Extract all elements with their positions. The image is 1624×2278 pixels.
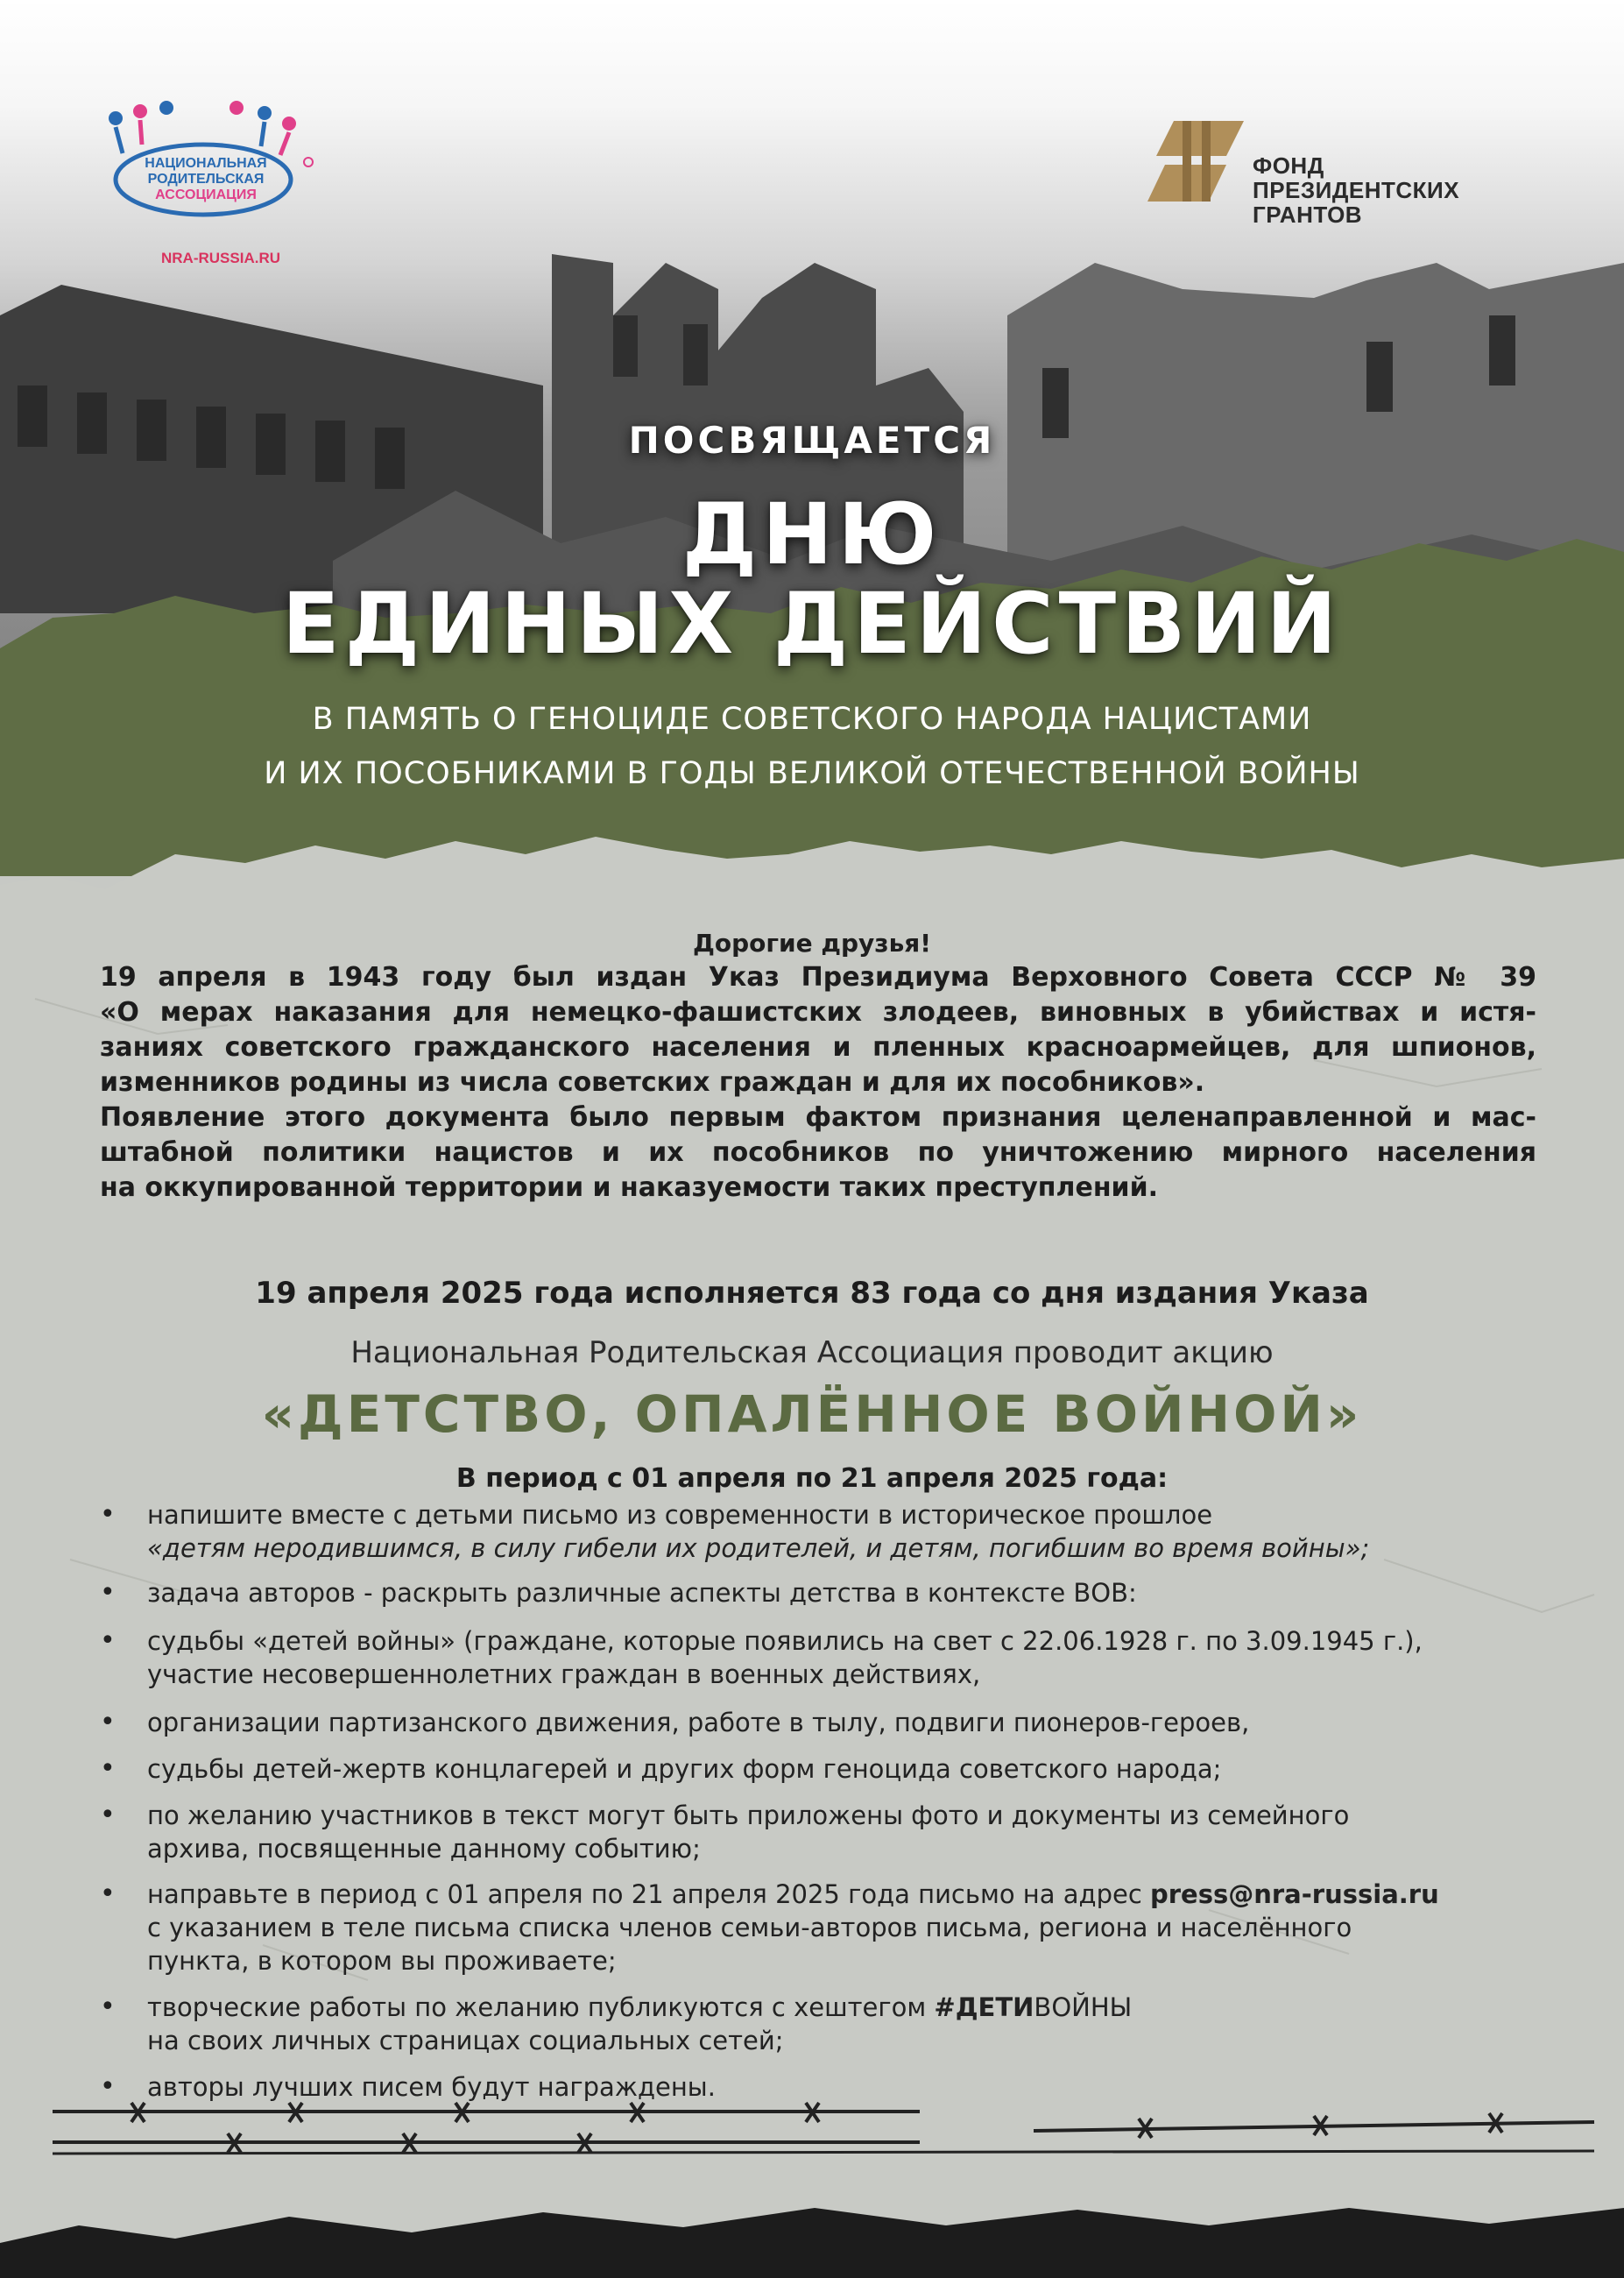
paragraph-line: 19 апреля в 1943 году был издан Указ Президиума Верховного Совета СССР № 39 <box>100 962 1536 993</box>
nra-logo-line1: НАЦИОНАЛЬНАЯ <box>145 156 267 171</box>
nra-logo <box>105 101 350 276</box>
bullet-item-italic <box>147 1532 1369 1565</box>
paragraph-line: изменников родины из числа советских граждан и для их пособников». <box>100 1067 1205 1098</box>
main-title-line1: ДНЮ <box>681 485 943 584</box>
bullet-text-pre: творческие работы по желанию публикуются с хештегом <box>147 1992 935 2022</box>
bullet-item-text: архива, посвященные данному событию; <box>147 1834 701 1864</box>
anniversary-heading: 19 апреля 2025 года исполняется 83 года со дня издания Указа <box>255 1276 1369 1311</box>
fpg-line2: ПРЕЗИДЕНТСКИХ <box>1253 177 1460 203</box>
bullet-dot: • <box>100 1707 116 1737</box>
greeting: Дорогие друзья! <box>692 929 932 958</box>
fpg-emblem-icon <box>1147 121 1244 209</box>
paragraph-line: штабной политики нацистов и их пособников по уничтожению мирного населения <box>100 1137 1536 1168</box>
bullet-item-text: с указанием в теле письма списка членов семьи-авторов письма, региона и населённого <box>147 1913 1352 1942</box>
bullet-italic-text: «детям неродившимся, в силу гибели их родителей, и детям, погибшим во время войны»; <box>147 1533 1370 1563</box>
subtitle-line1: В ПАМЯТЬ О ГЕНОЦИДЕ СОВЕТСКОГО НАРОДА НАЦИСТАМИ <box>312 702 1312 737</box>
bullet-dot: • <box>100 1753 116 1784</box>
bullet-item-text: судьбы «детей войны» (граждане, которые появились на свет с 22.06.1928 г. по 3.09.1945 г.), <box>147 1626 1423 1656</box>
campaign-title: «ДЕТСТВО, ОПАЛЁННОЕ ВОЙНОЙ» <box>261 1384 1363 1444</box>
bullet-item-text: задача авторов - раскрыть различные аспекты детства в контексте ВОВ: <box>147 1578 1137 1608</box>
bullet-item-text: пункта, в котором вы проживаете; <box>147 1946 617 1976</box>
paragraph-line: «О мерах наказания для немецко-фашистских злодеев, виновных в убийствах и истя- <box>100 997 1536 1028</box>
bullet-item-text: участие несовершеннолетних граждан в военных действиях, <box>147 1659 981 1689</box>
bullet-dot: • <box>100 1499 116 1530</box>
subtitle-line2: И ИХ ПОСОБНИКАМИ В ГОДЫ ВЕЛИКОЙ ОТЕЧЕСТВЕННОЙ ВОЙНЫ <box>264 756 1360 791</box>
hashtag-rest: ВОЙНЫ <box>1034 1992 1133 2022</box>
fpg-line1: ФОНД <box>1253 152 1324 179</box>
bullet-item-text: по желанию участников в текст могут быть приложены фото и документы из семейного <box>147 1800 1350 1830</box>
paragraph-line: Появление этого документа было первым фактом признания целенаправленной и мас- <box>100 1102 1536 1133</box>
bullet-item-text <box>147 1991 1132 2024</box>
email-link[interactable]: press@nra-russia.ru <box>1149 1879 1439 1909</box>
bullet-dot: • <box>100 1800 116 1830</box>
nra-logo-line2: РОДИТЕЛЬСКАЯ <box>147 172 265 187</box>
paragraph-line: на оккупированной территории и наказуемости таких преступлений. <box>100 1172 1158 1203</box>
bullet-dot: • <box>100 2071 116 2102</box>
hashtag-bold: #ДЕТИ <box>934 1992 1034 2022</box>
bullet-item-text: авторы лучших писем будут награждены. <box>147 2072 716 2102</box>
main-title-line2: ЕДИНЫХ ДЕЙСТВИЙ <box>282 575 1342 673</box>
nra-action-text: Национальная Родительская Ассоциация проводит акцию <box>350 1335 1274 1370</box>
bullet-item-text <box>147 1878 1439 1911</box>
fpg-line3: ГРАНТОВ <box>1253 202 1363 228</box>
bullet-dot: • <box>100 1577 116 1608</box>
bullet-dot: • <box>100 1991 116 2022</box>
bullet-item-text: судьбы детей-жертв концлагерей и других форм геноцида советского народа; <box>147 1754 1222 1784</box>
nra-website: NRA-RUSSIA.RU <box>161 250 280 266</box>
bullet-item-text: напишите вместе с детьми письмо из современности в историческое прошлое <box>147 1500 1213 1530</box>
nra-logo-line3: АССОЦИАЦИЯ <box>155 187 257 202</box>
bullet-dot: • <box>100 1878 116 1909</box>
fpg-logo <box>1147 114 1515 237</box>
dedication-heading: ПОСВЯЩАЕТСЯ <box>628 419 996 462</box>
bullet-item-text: на своих личных страницах социальных сетей; <box>147 2026 784 2055</box>
bullet-item-text: организации партизанского движения, работе в тылу, подвиги пионеров-героев, <box>147 1708 1250 1737</box>
bullet-text-pre: направьте в период с 01 апреля по 21 апреля 2025 года письмо на адрес <box>147 1879 1150 1909</box>
paragraph-line: заниях советского гражданского населения и пленных красноармейцев, для шпионов, <box>100 1032 1536 1063</box>
bullet-dot: • <box>100 1625 116 1656</box>
period-heading: В период с 01 апреля по 21 апреля 2025 года: <box>455 1463 1169 1494</box>
